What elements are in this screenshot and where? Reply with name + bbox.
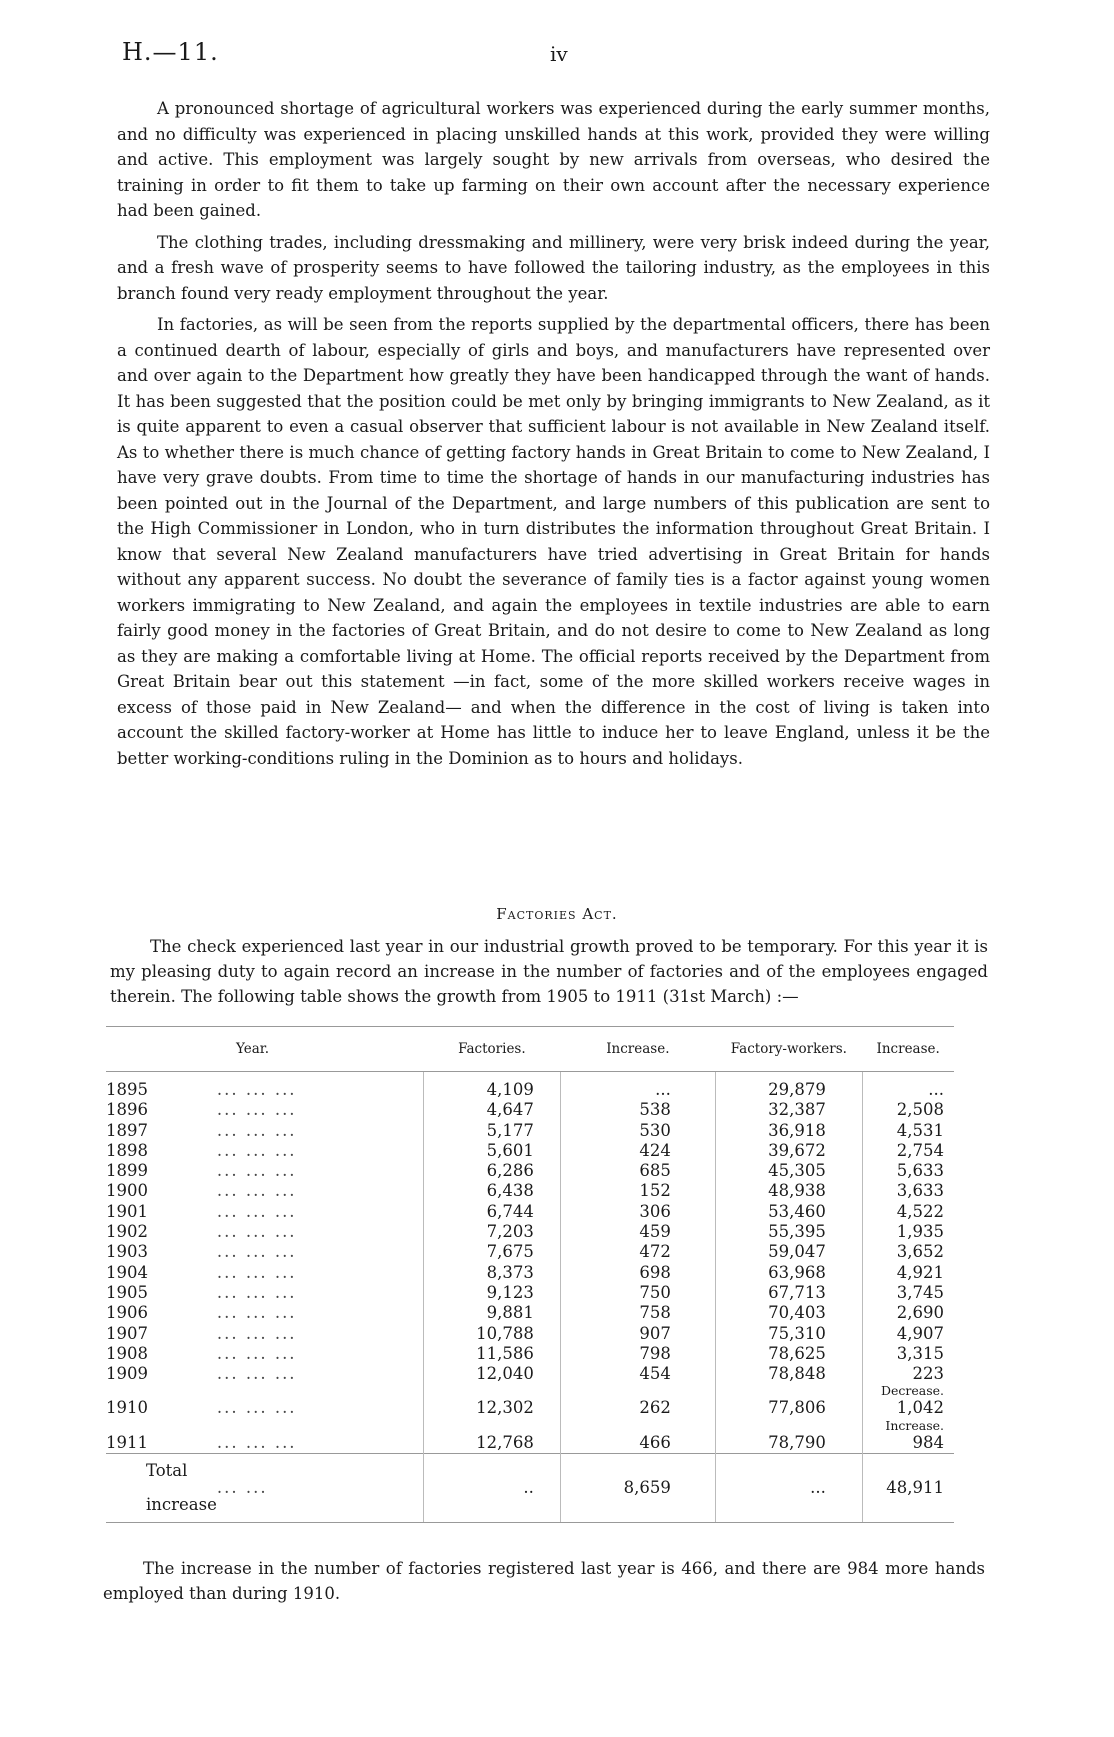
table-header-row (106, 1027, 954, 1072)
section-title: Factories Act. (496, 905, 618, 923)
cell-factories-increase: 306 (560, 1202, 715, 1222)
cell-leader-dots: ... ... ... (216, 1100, 297, 1120)
cell-factories-increase: 698 (560, 1263, 715, 1283)
table-row (106, 1141, 954, 1161)
cell-factories-increase: 907 (560, 1324, 715, 1344)
table-row (106, 1100, 954, 1120)
cell-factories-increase: 758 (560, 1303, 715, 1323)
paragraph-clothing: The clothing trades, including dressmaking and millinery, were very brisk indeed during the year, and a fresh wave of prosperity seems to have followed the tailoring industry, as the employees in this branch found very ready employment throughout the year. (117, 232, 990, 303)
cell-factories: 12,040 (423, 1364, 560, 1384)
table-cell-empty (423, 1384, 560, 1398)
page-number: iv (550, 42, 568, 66)
cell-factories: 10,788 (423, 1324, 560, 1344)
table-cell-empty (715, 1384, 862, 1398)
cell-factories-increase: 798 (560, 1344, 715, 1364)
change-direction-note: Decrease. (862, 1384, 954, 1398)
cell-workers: 70,403 (715, 1303, 862, 1323)
cell-workers: 78,625 (715, 1344, 862, 1364)
closing-text (103, 1556, 985, 1606)
cell-factories-increase: ... (560, 1072, 715, 1101)
cell-workers-increase: 1,935 (862, 1222, 954, 1242)
cell-factories: 5,177 (423, 1121, 560, 1141)
table-row (106, 1242, 954, 1262)
cell-workers: 36,918 (715, 1121, 862, 1141)
cell-workers: 48,938 (715, 1181, 862, 1201)
cell-year: 1897 (106, 1120, 148, 1140)
cell-factories: 4,647 (423, 1100, 560, 1120)
col-header-increase: Increase. (560, 1027, 715, 1072)
cell-workers: 78,790 (715, 1433, 862, 1454)
cell-year: 1908 (106, 1343, 148, 1363)
total-workers: ... (715, 1454, 862, 1523)
table-row (106, 1072, 954, 1101)
cell-workers: 63,968 (715, 1263, 862, 1283)
cell-leader-dots: ... ... ... (216, 1140, 297, 1160)
total-workers-increase: 48,911 (862, 1454, 954, 1523)
table-row (106, 1344, 954, 1364)
total-factories-increase: 8,659 (560, 1454, 715, 1523)
cell-factories: 7,675 (423, 1242, 560, 1262)
col-header-factories: Factories. (423, 1027, 560, 1072)
document-reference: H.—11. (122, 38, 219, 66)
cell-factories-increase: 530 (560, 1121, 715, 1141)
table-row (106, 1398, 954, 1418)
cell-year: 1909 (106, 1364, 148, 1384)
cell-factories-increase: 538 (560, 1100, 715, 1120)
section-intro (110, 934, 988, 1009)
table-row (106, 1364, 954, 1384)
cell-year: 1896 (106, 1100, 148, 1120)
cell-workers-increase: 5,633 (862, 1161, 954, 1181)
cell-factories: 11,586 (423, 1344, 560, 1364)
total-label: Total increase (106, 1454, 217, 1523)
cell-workers-increase: 4,531 (862, 1121, 954, 1141)
cell-leader-dots: ... ... ... (216, 1398, 297, 1418)
table-row (106, 1222, 954, 1242)
table-body (106, 1072, 954, 1523)
cell-leader-dots: ... ... (217, 1454, 424, 1523)
cell-leader-dots: ... ... ... (216, 1323, 297, 1343)
cell-factories-increase: 459 (560, 1222, 715, 1242)
cell-workers-increase: 3,633 (862, 1181, 954, 1201)
cell-factories-increase: 454 (560, 1364, 715, 1384)
table-note-row (106, 1419, 954, 1433)
cell-year: 1899 (106, 1161, 148, 1181)
cell-workers-increase: 2,754 (862, 1141, 954, 1161)
total-factories: .. (423, 1454, 560, 1523)
cell-workers: 45,305 (715, 1161, 862, 1181)
table-row (106, 1324, 954, 1344)
paragraph-agricultural: A pronounced shortage of agricultural workers was experienced during the early summer months, and no difficulty was experienced in placing unskilled hands at this work, provided they were willing and active. This employment was largely sought by new arrivals from overseas, who desired the training in order to fit them to take up farming on their own account after the necessary experience had been gained. (117, 99, 990, 220)
cell-workers: 77,806 (715, 1398, 862, 1418)
table-row (106, 1263, 954, 1283)
col-header-year: Year. (106, 1027, 423, 1072)
cell-year: 1907 (106, 1323, 148, 1343)
cell-workers: 53,460 (715, 1202, 862, 1222)
cell-leader-dots: ... ... ... (216, 1432, 297, 1452)
table-note-row (106, 1384, 954, 1398)
cell-factories: 6,286 (423, 1161, 560, 1181)
table-row (106, 1121, 954, 1141)
cell-factories: 9,123 (423, 1283, 560, 1303)
cell-factories-increase: 262 (560, 1398, 715, 1418)
table-row (106, 1433, 954, 1454)
cell-factories-increase: 472 (560, 1242, 715, 1262)
cell-year: 1904 (106, 1262, 148, 1282)
cell-factories: 6,744 (423, 1202, 560, 1222)
table-cell-empty (217, 1384, 424, 1398)
cell-year: 1902 (106, 1222, 148, 1242)
cell-year: 1898 (106, 1140, 148, 1160)
change-direction-note: Increase. (862, 1419, 954, 1433)
cell-factories-increase: 424 (560, 1141, 715, 1161)
cell-workers: 29,879 (715, 1072, 862, 1101)
cell-factories: 5,601 (423, 1141, 560, 1161)
cell-factories: 4,109 (423, 1072, 560, 1101)
table-row (106, 1283, 954, 1303)
cell-factories: 12,768 (423, 1433, 560, 1454)
cell-workers: 75,310 (715, 1324, 862, 1344)
cell-year: 1895 (106, 1080, 148, 1099)
col-header-workers: Factory-workers. (715, 1027, 862, 1072)
table-cell-empty (106, 1384, 217, 1398)
cell-workers-increase: 4,921 (862, 1263, 954, 1283)
cell-leader-dots: ... ... ... (216, 1282, 297, 1302)
table-row (106, 1161, 954, 1181)
table-cell-empty (715, 1419, 862, 1433)
cell-factories: 8,373 (423, 1263, 560, 1283)
cell-factories-increase: 466 (560, 1433, 715, 1454)
cell-year: 1910 (106, 1398, 148, 1418)
factory-growth-table (106, 1026, 954, 1523)
cell-factories: 9,881 (423, 1303, 560, 1323)
cell-workers-increase: 4,907 (862, 1324, 954, 1344)
cell-workers-increase: 3,745 (862, 1283, 954, 1303)
cell-workers: 59,047 (715, 1242, 862, 1262)
cell-year: 1905 (106, 1282, 148, 1302)
cell-workers: 67,713 (715, 1283, 862, 1303)
cell-leader-dots: ... ... ... (216, 1343, 297, 1363)
cell-factories: 6,438 (423, 1181, 560, 1201)
cell-factories-increase: 152 (560, 1181, 715, 1201)
cell-workers-increase: 4,522 (862, 1202, 954, 1222)
table-row (106, 1181, 954, 1201)
cell-year: 1911 (106, 1432, 148, 1452)
cell-year: 1906 (106, 1303, 148, 1323)
cell-leader-dots: ... ... ... (216, 1242, 297, 1262)
paragraph-factories: In factories, as will be seen from the reports supplied by the departmental officers, there has been a continued dearth of labour, especially of girls and boys, and manufacturers have represented over and over again to the Department how greatly they have been handicapped through the want of hands. It has been suggested that the position could be met only by bringing immigrants to New Zealand, as it is quite apparent to even a casual observer that sufficient labour is not available in New Zealand itself. As to whether there is much chance of getting factory hands in Great Britain to come to New Zealand, I have very grave doubts. From time to time the shortage of hands in our manufacturing industries has been pointed out in the Journal of the Department, and large numbers of this publication are sent to the High Commissioner in London, who in turn distributes the information throughout Great Britain. I know that several New Zealand manufacturers have tried advertising in Great Britain for hands without any apparent success. No doubt the severance of family ties is a factor against young women workers immigrating to New Zealand, and again the employees in textile industries are able to earn fairly good money in the factories of Great Britain, and do not desire to come to New Zealand as long as they are making a comfortable living at Home. The official reports received by the Department from Great Britain bear out this statement —in fact, some of the more skilled workers receive wages in excess of those paid in New Zealand— and when the difference in the cost of living is taken into account the skilled factory-worker at Home has little to induce her to leave England, unless it be the better working-conditions ruling in the Dominion as to hours and holidays. (117, 315, 990, 768)
cell-factories: 7,203 (423, 1222, 560, 1242)
cell-factories-increase: 685 (560, 1161, 715, 1181)
table-cell-empty (560, 1419, 715, 1433)
cell-leader-dots: ... ... ... (216, 1120, 297, 1140)
cell-workers-increase: 1,042 (862, 1398, 954, 1418)
cell-year: 1901 (106, 1201, 148, 1221)
cell-factories-increase: 750 (560, 1283, 715, 1303)
table-row (106, 1303, 954, 1323)
table-cell-empty (217, 1419, 424, 1433)
body-text (117, 96, 990, 777)
cell-workers-increase: 2,508 (862, 1100, 954, 1120)
col-header-workers-increase: Increase. (862, 1027, 954, 1072)
table-cell-empty (106, 1419, 217, 1433)
cell-leader-dots: ... ... ... (216, 1303, 297, 1323)
cell-year: 1900 (106, 1181, 148, 1201)
cell-workers-increase: 223 (862, 1364, 954, 1384)
cell-workers-increase: ... (862, 1072, 954, 1101)
cell-leader-dots: ... ... ... (216, 1181, 297, 1201)
page-header (122, 38, 992, 78)
intro-paragraph: The check experienced last year in our industrial growth proved to be temporary. For this year it is my pleasing duty to again record an increase in the number of factories and of the employees engaged therein. The following table shows the growth from 1905 to 1911 (31st March) :— (110, 937, 988, 1006)
cell-workers-increase: 3,652 (862, 1242, 954, 1262)
table-cell-empty (560, 1384, 715, 1398)
cell-workers: 39,672 (715, 1141, 862, 1161)
cell-workers: 78,848 (715, 1364, 862, 1384)
table-row (106, 1202, 954, 1222)
cell-year: 1903 (106, 1242, 148, 1262)
cell-leader-dots: ... ... ... (216, 1080, 297, 1099)
cell-workers-increase: 3,315 (862, 1344, 954, 1364)
cell-workers-increase: 984 (862, 1433, 954, 1454)
table-cell-empty (423, 1419, 560, 1433)
cell-workers-increase: 2,690 (862, 1303, 954, 1323)
closing-paragraph: The increase in the number of factories registered last year is 466, and there are 984 more hands employed than during 1910. (103, 1559, 985, 1603)
cell-workers: 55,395 (715, 1222, 862, 1242)
cell-factories: 12,302 (423, 1398, 560, 1418)
cell-leader-dots: ... ... ... (216, 1262, 297, 1282)
cell-leader-dots: ... ... ... (216, 1222, 297, 1242)
cell-workers: 32,387 (715, 1100, 862, 1120)
cell-leader-dots: ... ... ... (216, 1364, 297, 1384)
cell-leader-dots: ... ... ... (216, 1201, 297, 1221)
table-total-row (106, 1454, 954, 1523)
cell-leader-dots: ... ... ... (216, 1161, 297, 1181)
